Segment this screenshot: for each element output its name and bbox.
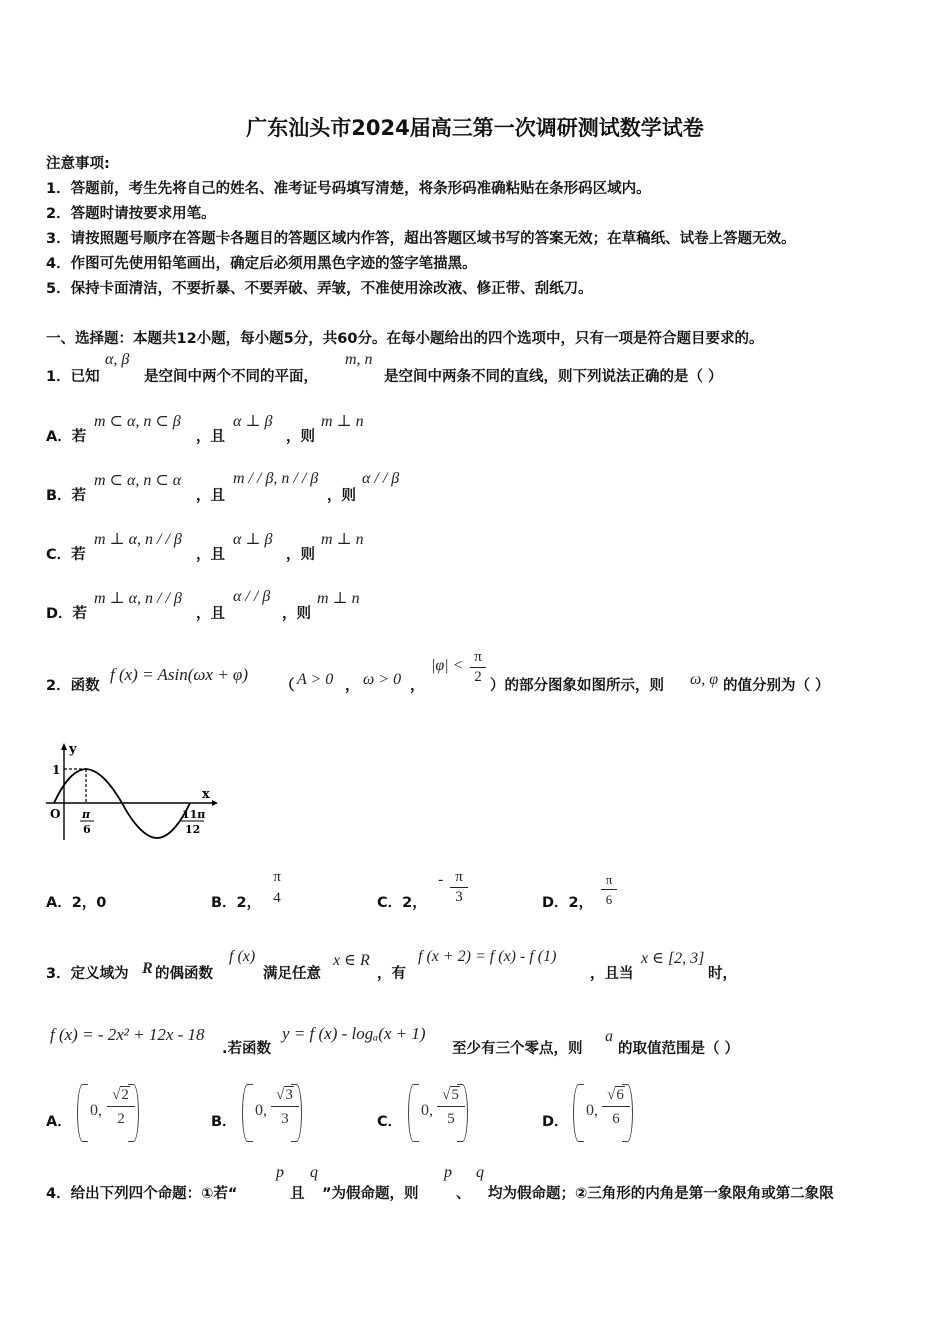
q3-text: 至少有三个零点，则	[452, 1041, 583, 1057]
q2-option-b[interactable]: B．2，	[211, 895, 262, 911]
page-title: 广东汕头市2024届高三第一次调研测试数学试卷	[246, 116, 704, 140]
q2-option-d[interactable]: D．2，	[542, 895, 594, 911]
q2-vars: ω, φ	[690, 671, 719, 688]
q3-option-c-interval	[408, 1084, 468, 1140]
right-paren	[457, 1084, 468, 1142]
option-d-and: ，且	[196, 606, 225, 622]
option-c-and: ，且	[196, 547, 225, 563]
zero: 0,	[255, 1102, 267, 1119]
q4-p2: p	[444, 1164, 452, 1181]
zero: 0,	[90, 1102, 102, 1119]
q2-text: 2．函数	[46, 678, 100, 694]
numerator: π	[605, 872, 613, 887]
note-item: 2．答题时请按要求用笔。	[46, 206, 216, 222]
q3-text: 的偶函数	[155, 966, 213, 982]
q1-planes: α, β	[105, 351, 130, 368]
q4-text: 且	[290, 1186, 305, 1202]
section-heading: 一、选择题：本题共12小题，每小题5分，共60分。在每小题给出的四个选项中，只有一项是符合题目要求的。	[46, 331, 764, 347]
q1-lines: m, n	[345, 351, 373, 368]
q2-text: ，	[345, 678, 360, 694]
left-paren	[77, 1084, 88, 1142]
option-a-cond3: m ⊥ n	[321, 413, 364, 430]
option-c-then: ，则	[286, 547, 315, 563]
denominator: 2	[117, 1111, 125, 1127]
note-item: 5．保持卡面清洁，不要折暴、不要弄破、弄皱，不准使用涂改液、修正带、刮纸刀。	[46, 281, 593, 297]
q2-cond-phi-fraction	[470, 649, 486, 686]
option-d-then: ，则	[282, 606, 311, 622]
fraction-bar	[268, 887, 286, 889]
zero: 0,	[586, 1102, 598, 1119]
q3-function-y: y = f (x) - logₐ(x + 1)	[282, 1024, 426, 1043]
option-d-cond2: α / / β	[233, 588, 271, 605]
denominator: 6	[605, 892, 613, 907]
denominator: 5	[447, 1111, 455, 1127]
option-b-then: ，则	[327, 488, 356, 504]
q3-option-b[interactable]: B．	[211, 1114, 237, 1130]
option-b-label[interactable]: B．若	[46, 488, 87, 504]
fraction-bar	[470, 667, 486, 668]
option-b-cond1: m ⊂ α, n ⊂ α	[94, 472, 182, 489]
q2-text: ）的部分图象如图所示，则	[490, 678, 664, 694]
tick-11pi12-den: 12	[185, 823, 201, 836]
x-axis-arrow	[212, 800, 218, 806]
note-item: 3．请按照题号顺序在答题卡各题目的答题区域内作答，超出答题区域书写的答案无效；在草稿纸、试卷上答题无效。	[46, 231, 796, 247]
q3-text: .若函数	[222, 1041, 272, 1057]
q3-piece: f (x) = - 2x² + 12x - 18	[50, 1025, 205, 1044]
note-item: 1．答题前，考生先将自己的姓名、准考证号码填写清楚，将条形码准确粘贴在条形码区域内。	[46, 181, 651, 197]
q3-option-d[interactable]: D．	[542, 1114, 569, 1130]
q3-text: 的取值范围是（ ）	[618, 1041, 740, 1057]
tick-pi6-num: π	[82, 808, 91, 821]
q1-text: 是空间中两条不同的直线，则下列说法正确的是（ ）	[384, 369, 723, 385]
sqrt-fraction: √3 3	[271, 1084, 299, 1131]
q2-function: f (x) = Asin(ωx + φ)	[110, 665, 248, 684]
q2-option-d-fraction	[601, 871, 617, 908]
option-a-then: ，则	[286, 429, 315, 445]
denominator: 3	[455, 889, 463, 905]
zero: 0,	[421, 1102, 433, 1119]
option-d-label[interactable]: D．若	[46, 606, 88, 622]
sine-graph	[42, 742, 222, 842]
denominator: 4	[273, 890, 281, 906]
q3-a: a	[605, 1028, 613, 1045]
peak-label: 1	[52, 763, 61, 777]
option-a-and: ，且	[196, 429, 225, 445]
q3-text: 3．定义域为	[46, 966, 129, 982]
option-c-cond2: α ⊥ β	[233, 531, 273, 548]
numerator: π	[474, 649, 482, 665]
q4-text: 、	[456, 1186, 471, 1202]
right-paren	[622, 1084, 633, 1142]
note-item: 4．作图可先使用铅笔画出，确定后必须用黑色字迹的签字笔描黑。	[46, 256, 477, 272]
option-a-label[interactable]: A．若	[46, 429, 87, 445]
q4-text: 4．给出下列四个命题：①若“	[46, 1186, 238, 1202]
q3-fx: f (x)	[229, 948, 256, 965]
right-paren	[128, 1084, 139, 1142]
radicand: 5	[451, 1087, 459, 1103]
y-axis-arrow	[61, 743, 67, 750]
q3-option-d-interval	[573, 1084, 633, 1140]
option-c-label[interactable]: C．若	[46, 547, 86, 563]
q3-text: ，有	[377, 966, 406, 982]
q4-q: q	[310, 1164, 318, 1181]
denominator: 3	[281, 1111, 289, 1127]
denominator: 2	[474, 669, 482, 685]
numerator: π	[455, 869, 463, 885]
x-label: x	[202, 787, 210, 802]
right-paren	[291, 1084, 302, 1142]
q3-option-c[interactable]: C．	[377, 1114, 403, 1130]
numerator: π	[273, 869, 281, 885]
fraction-bar	[601, 889, 617, 890]
q4-p: p	[276, 1164, 284, 1181]
q2-cond-omega: ω > 0	[363, 671, 402, 688]
q3-option-a-interval	[77, 1084, 139, 1140]
tick-pi6-den: 6	[83, 823, 91, 836]
left-paren	[408, 1084, 419, 1142]
option-b-cond3: α / / β	[362, 470, 400, 487]
q3-option-a[interactable]: A．	[46, 1114, 72, 1130]
q2-cond-a: A > 0	[297, 671, 334, 688]
radicand: 6	[616, 1087, 624, 1103]
option-c-cond1: m ⊥ α, n / / β	[94, 531, 182, 548]
notes-heading: 注意事项:	[46, 156, 110, 172]
q3-R: R	[142, 960, 153, 977]
q4-q2: q	[476, 1164, 484, 1181]
q2-text: （	[280, 678, 295, 694]
fraction-bar	[450, 887, 468, 888]
q3-interval: x ∈ [2, 3]	[641, 950, 705, 967]
radicand: 3	[285, 1087, 293, 1103]
q2-option-c-sign: -	[438, 871, 444, 888]
q3-x-in-R: x ∈ R	[333, 952, 370, 969]
q3-option-b-interval	[242, 1084, 302, 1140]
q2-text: 的值分别为（ ）	[723, 678, 830, 694]
option-c-cond3: m ⊥ n	[321, 531, 364, 548]
q4-text: ”为假命题，则	[322, 1186, 419, 1202]
denominator: 6	[612, 1111, 620, 1127]
option-d-cond3: m ⊥ n	[317, 590, 360, 607]
q3-text: 满足任意	[263, 966, 321, 982]
y-label: y	[69, 742, 77, 757]
q1-text: 是空间中两个不同的平面，	[144, 369, 318, 385]
q2-option-a[interactable]: A．2，0	[46, 895, 107, 911]
left-paren	[242, 1084, 253, 1142]
q4-text: 均为假命题；②三角形的内角是第一象限角或第二象限	[488, 1186, 834, 1202]
q1-text: 1．已知	[46, 369, 100, 385]
option-b-cond2: m / / β, n / / β	[233, 470, 319, 487]
radicand: 2	[121, 1087, 129, 1103]
sqrt-fraction: √5 5	[437, 1084, 465, 1131]
q2-text: ，	[410, 678, 425, 694]
origin-label: O	[50, 807, 61, 821]
q3-text: ，且当	[590, 966, 634, 982]
q3-equation: f (x + 2) = f (x) - f (1)	[418, 948, 557, 965]
option-d-cond1: m ⊥ α, n / / β	[94, 590, 182, 607]
tick-11pi12-num: 11π	[182, 808, 206, 821]
sqrt-fraction: √2 2	[107, 1084, 135, 1131]
option-b-and: ，且	[196, 488, 225, 504]
sqrt-fraction: √6 6	[602, 1084, 630, 1131]
option-a-cond1: m ⊂ α, n ⊂ β	[94, 413, 181, 430]
left-paren	[573, 1084, 584, 1142]
option-a-cond2: α ⊥ β	[233, 413, 273, 430]
q3-text: 时，	[708, 966, 737, 982]
q2-option-c-fraction	[450, 869, 468, 906]
q2-option-c[interactable]: C．2，	[377, 895, 427, 911]
q2-cond-phi: |φ| <	[431, 657, 464, 674]
q2-option-b-fraction	[268, 869, 286, 907]
